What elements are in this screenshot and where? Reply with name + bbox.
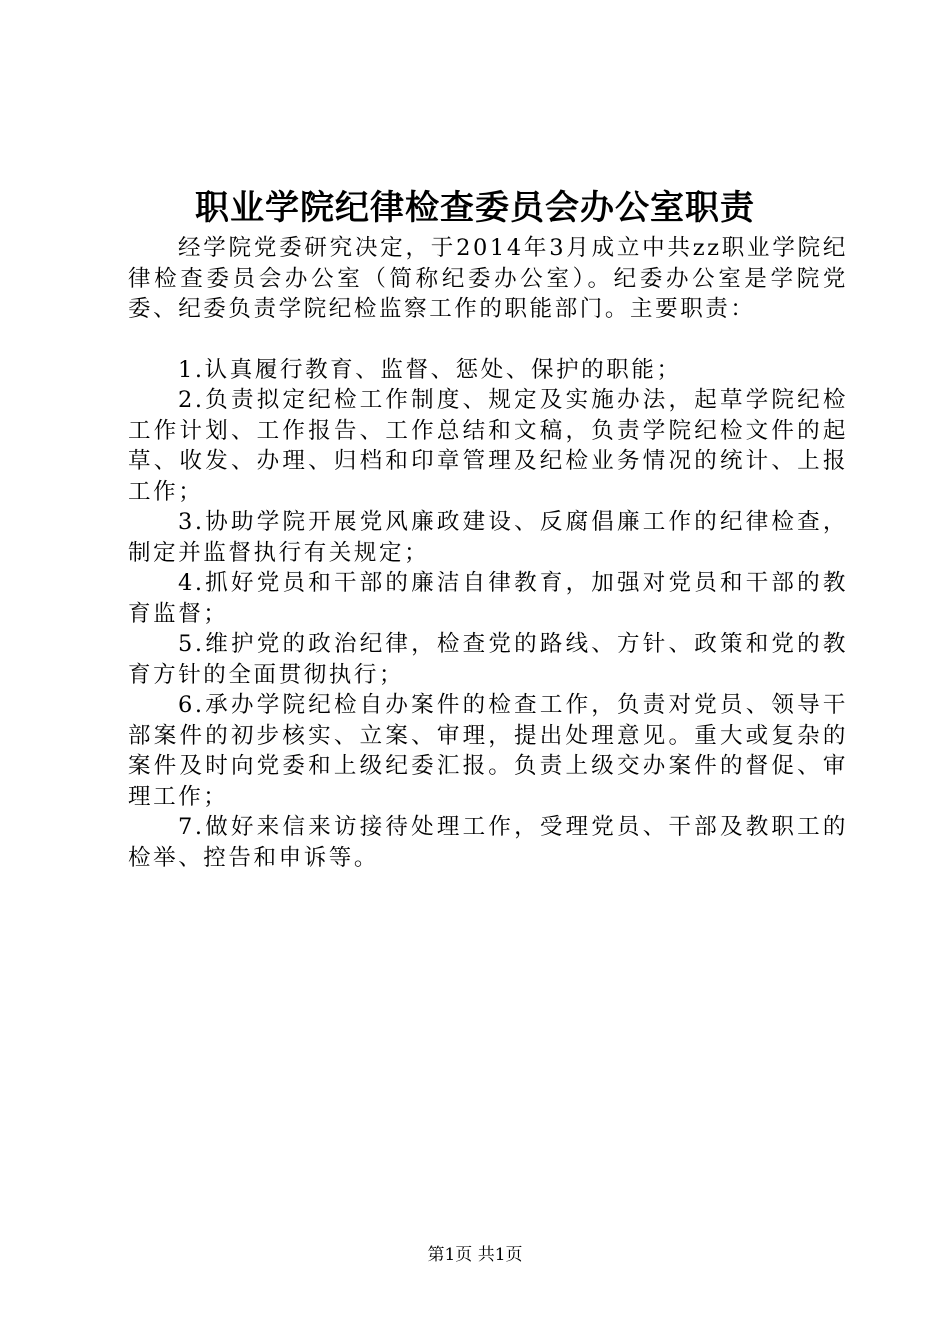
duty-item-7: 7.做好来信来访接待处理工作，受理党员、干部及教职工的检举、控告和申诉等。 (128, 814, 848, 871)
document-title: 职业学院纪律检查委员会办公室职责 (195, 188, 755, 228)
duty-item-3: 3.协助学院开展党风廉政建设、反腐倡廉工作的纪律检查，制定并监督执行有关规定； (128, 509, 848, 566)
duty-item-2: 2.负责拟定纪检工作制度、规定及实施办法，起草学院纪检工作计划、工作报告、工作总结和文稿，负责学院纪检文件的起草、收发、办理、归档和印章管理及纪检业务情况的统计、上报工作； (128, 387, 848, 505)
intro-paragraph: 经学院党委研究决定，于2014年3月成立中共zz职业学院纪律检查委员会办公室（简称纪委办公室）。纪委办公室是学院党委、纪委负责学院纪检监察工作的职能部门。主要职责： (128, 235, 848, 322)
duty-item-5: 5.维护党的政治纪律，检查党的路线、方针、政策和党的教育方针的全面贯彻执行； (128, 631, 848, 688)
duty-item-4: 4.抓好党员和干部的廉洁自律教育，加强对党员和干部的教育监督； (128, 570, 848, 627)
duty-item-1: 1.认真履行教育、监督、惩处、保护的职能； (178, 356, 682, 383)
document-body (128, 233, 848, 873)
duty-item-6: 6.承办学院纪检自办案件的检查工作，负责对党员、领导干部案件的初步核实、立案、审理，提出处理意见。重大或复杂的案件及时向党委和上级纪委汇报。负责上级交办案件的督促、审理工作； (128, 692, 848, 810)
page-footer: 第1页 共1页 (427, 1245, 523, 1265)
